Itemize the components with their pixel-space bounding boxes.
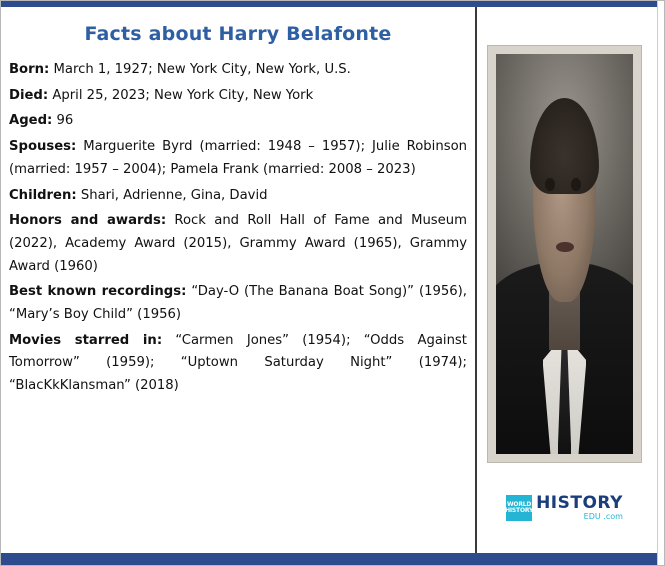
- fact-value: Rock and Roll Hall of Fame and Museum (2022), Academy Award (2015), Grammy Award (1965), Grammy Award (1960): [9, 213, 467, 274]
- fact-row: [9, 185, 467, 208]
- portrait-eye-left: [545, 178, 555, 191]
- fact-separator: :: [181, 284, 187, 300]
- bottom-accent-bar: [1, 553, 665, 565]
- fact-row: [9, 85, 467, 108]
- logo-lockup: [506, 495, 623, 521]
- fact-separator: :: [44, 62, 50, 77]
- fact-separator: :: [42, 87, 49, 103]
- fact-label: Children: [9, 187, 72, 203]
- fact-value: Marguerite Byrd (married: 1948 – 1957); Julie Robinson (married: 1957 – 2004); Pamela Frank (married: 2008 – 2023): [9, 139, 467, 177]
- fact-value: “Carmen Jones” (1954); “Odds Against Tomorrow” (1959); “Uptown Saturday Night” (1974); “BlacKkKlansman” (2018): [9, 332, 467, 394]
- fact-row: [9, 330, 467, 398]
- fact-separator: :: [160, 213, 167, 229]
- fact-row: [9, 59, 467, 82]
- portrait-image: [496, 54, 633, 454]
- portrait-frame: [487, 45, 642, 463]
- media-column: [479, 7, 665, 555]
- fact-separator: :: [71, 139, 77, 155]
- page-edge: [657, 1, 664, 566]
- logo-text: [536, 495, 623, 521]
- globe-icon: WORLD HISTORY: [506, 495, 532, 521]
- fact-value: 96: [56, 113, 74, 129]
- facts-column: [1, 7, 477, 555]
- logo-title: HISTORY: [536, 493, 623, 513]
- fact-separator: :: [156, 332, 163, 348]
- fact-label: Born: [9, 62, 45, 77]
- fact-row: [9, 110, 467, 133]
- page-title: Facts about Harry Belafonte: [84, 23, 392, 45]
- fact-value: April 25, 2023; New York City, New York: [52, 87, 314, 103]
- fact-separator: :: [47, 113, 53, 129]
- fact-separator: :: [71, 187, 77, 203]
- fact-row: [9, 281, 467, 326]
- fact-value: Shari, Adrienne, Gina, David: [80, 187, 268, 203]
- fact-row: [9, 210, 467, 278]
- fact-label: Honors and awards: [9, 213, 161, 229]
- site-logo: [487, 473, 642, 543]
- fact-value: March 1, 1927; New York City, New York, U.S.: [53, 62, 351, 77]
- fact-value: “Day-O (The Banana Boat Song)” (1956), “Mary’s Boy Child” (1956): [9, 284, 468, 323]
- fact-label: Best known recordings: [9, 284, 182, 300]
- logo-subtitle: EDU .com: [583, 512, 623, 521]
- fact-label: Died: [9, 87, 43, 103]
- fact-label: Aged: [9, 113, 48, 129]
- fact-label: Spouses: [9, 139, 72, 155]
- fact-row: [9, 136, 467, 181]
- portrait-eye-right: [571, 178, 581, 191]
- fact-label: Movies starred in: [9, 332, 157, 348]
